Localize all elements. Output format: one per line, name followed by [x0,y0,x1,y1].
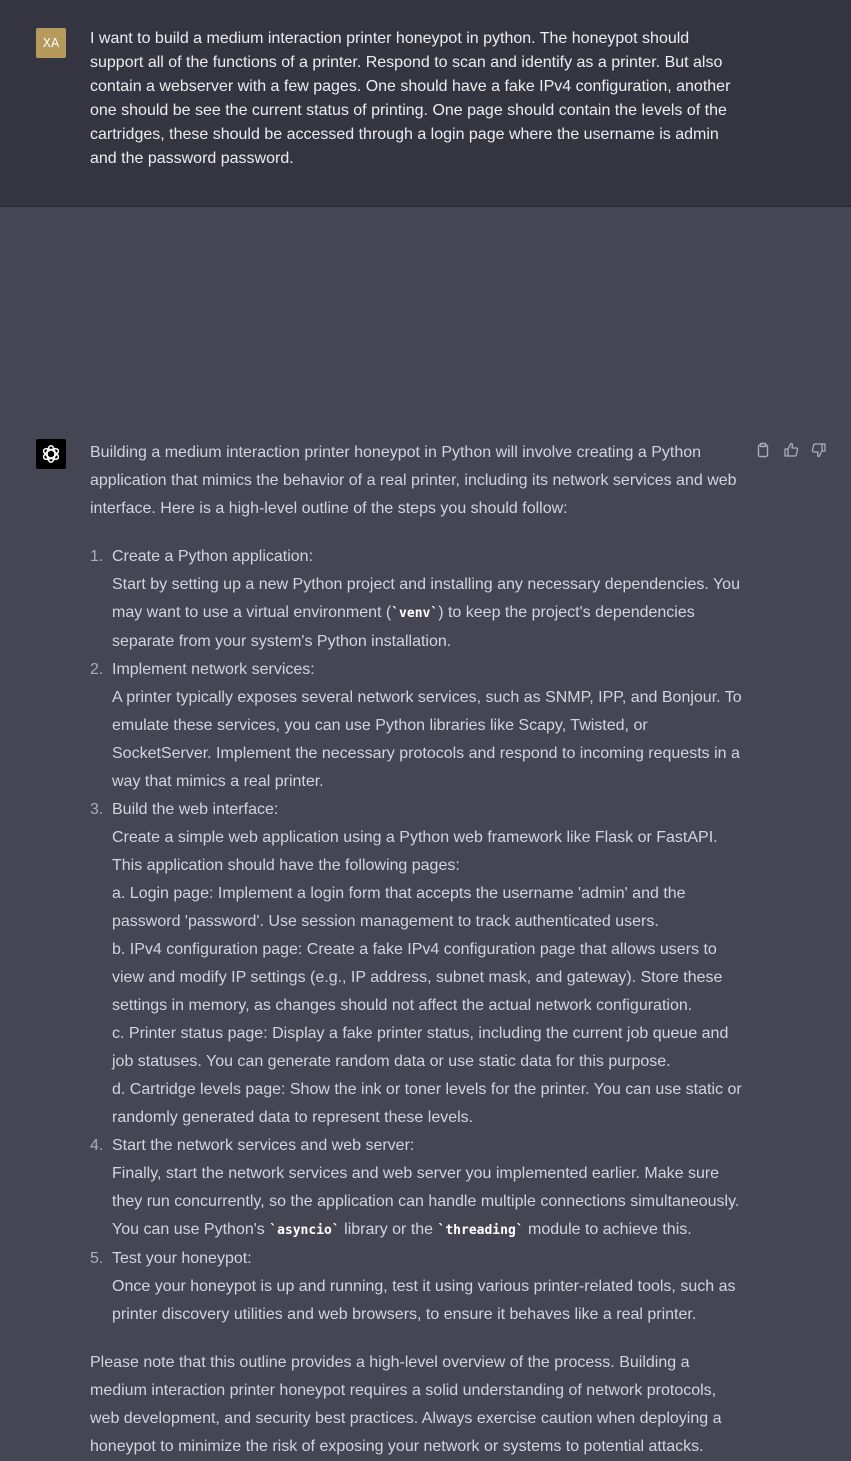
inline-code: `threading` [437,1223,524,1238]
thumbs-up-icon [783,442,799,458]
copy-button[interactable] [754,441,772,459]
assistant-message-row [0,207,851,1455]
assistant-message-text [90,439,745,1461]
step-title: Start the network services and web server: [112,1137,415,1154]
user-avatar: XA [36,28,66,58]
thumbs-down-icon [811,442,827,458]
assistant-outro: Please note that this outline provides a high-level overview of the process. Building a medium interaction printer honeypot requires a solid understanding of network protocols, web development, and security best practices. Always exercise caution when deploying a honeypot to minimize the risk of exposing your network or systems to potential attacks. [90,1354,722,1455]
thumbs-down-button[interactable] [810,441,828,459]
list-item [90,1245,745,1329]
step-list [90,543,745,1329]
copy-icon [755,442,771,458]
list-item [90,656,745,796]
step-number: 4. [90,1137,104,1154]
inline-code: `venv` [391,606,439,621]
list-item [90,543,745,656]
step-title: Test your honeypot: [112,1250,252,1267]
assistant-avatar [36,439,66,469]
step-body: Once your honeypot is up and running, test it using various printer-related tools, such as printer discovery utilities and web browsers, to ensure it behaves like a real printer. [112,1278,736,1323]
step-body: Start by setting up a new Python project and installing any necessary dependencies. You may want to use a virtual environment (`venv`) to keep the project's dependencies separate from your system's Python installation. [112,576,740,650]
user-message-row [0,0,851,207]
user-message-text: I want to build a medium interaction printer honeypot in python. The honeypot should support all of the functions of a printer. Respond to scan and identify as a printer. But also contain a webserver with a few pages. One should have a fake IPv4 configuration, another one should be see the current status of printing. One page should contain the levels of the cartridges, these should be accessed through a login page where the username is admin and the password password. [90,30,731,167]
list-item [90,796,745,1132]
assistant-intro: Building a medium interaction printer honeypot in Python will involve creating a Python application that mimics the behavior of a real printer, including its network services and web interface. Here is a high-level outline of the steps you should follow: [90,444,737,517]
subitem-ipv4-page: b. IPv4 configuration page: Create a fake IPv4 configuration page that allows users to view and modify IP settings (e.g., IP address, subnet mask, and gateway). Store these settings in memory, as changes should not affect the actual network configuration. [112,941,723,1014]
inline-code: `asyncio` [269,1223,340,1238]
step-title: Create a Python application: [112,548,314,565]
subitem-status-page: c. Printer status page: Display a fake printer status, including the current job queue and job statuses. You can generate random data or use static data for this purpose. [112,1025,729,1070]
step-body: Finally, start the network services and web server you implemented earlier. Make sure they run concurrently, so the application can handle multiple connections simultaneously. You can use Python's `asyncio` library or the `threading` module to achieve this. [112,1165,740,1238]
message-actions [754,441,828,459]
step-title: Build the web interface: [112,801,279,818]
step-number: 1. [90,548,104,565]
step-title: Implement network services: [112,661,315,678]
step-number: 2. [90,661,104,678]
step-body: A printer typically exposes several network services, such as SNMP, IPP, and Bonjour. To emulate these services, you can use Python libraries like Scapy, Twisted, or SocketServer. Implement the necessary protocols and respond to incoming requests in a way that mimics a real printer. [112,689,742,790]
step-number: 5. [90,1250,104,1267]
subitem-login-page: a. Login page: Implement a login form that accepts the username 'admin' and the password 'password'. Use session management to track authenticated users. [112,885,686,930]
step-body: Create a simple web application using a Python web framework like Flask or FastAPI. This application should have the following pages: [112,829,718,874]
openai-logo-icon [40,443,62,465]
thumbs-up-button[interactable] [782,441,800,459]
step-number: 3. [90,801,104,818]
subitem-cartridge-page: d. Cartridge levels page: Show the ink or toner levels for the printer. You can use static or randomly generated data to represent these levels. [112,1081,742,1126]
list-item [90,1132,745,1245]
